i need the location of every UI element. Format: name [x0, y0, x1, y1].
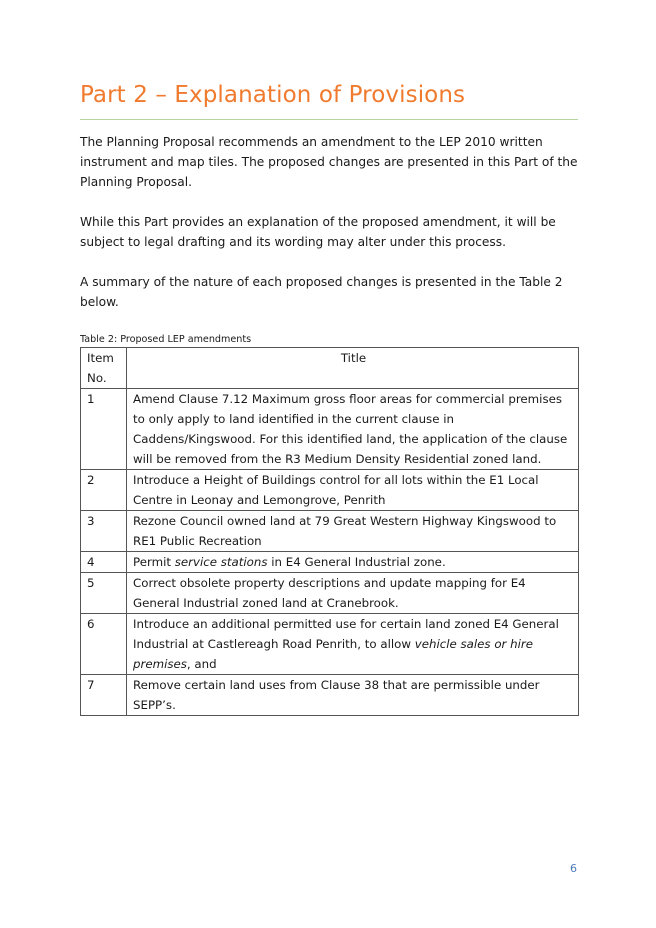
title-text: , and — [186, 657, 217, 671]
italic-term: service stations — [174, 555, 268, 569]
table-row — [81, 675, 579, 716]
table-row — [81, 552, 579, 573]
title-text: Permit — [133, 555, 175, 569]
title-cell — [127, 573, 579, 614]
title-text: Introduce an additional permitted use for certain land zoned E4 General Industrial at Castlereagh Road Penrith, to allow — [133, 617, 559, 651]
summary-paragraph: A summary of the nature of each proposed changes is presented in the Table 2 below. — [80, 275, 563, 309]
page-number: 6 — [570, 862, 577, 875]
table-row — [81, 389, 579, 470]
title-text: Rezone Council owned land at 79 Great Western Highway Kingswood to RE1 Public Recreation — [133, 514, 557, 548]
drafting-paragraph: While this Part provides an explanation of the proposed amendment, it will be subject to legal drafting and its wording may alter under this process. — [80, 215, 556, 249]
title-cell — [127, 470, 579, 511]
title-text: in E4 General Industrial zone. — [267, 555, 446, 569]
title-divider — [80, 119, 578, 120]
page-title: Part 2 – Explanation of Provisions — [80, 82, 466, 108]
title-text: Introduce a Height of Buildings control for all lots within the E1 Local Centre in Leonay and Lemongrove, Penrith — [133, 473, 539, 507]
item-number-cell: 4 — [81, 552, 127, 573]
title-cell — [127, 614, 579, 675]
title-cell — [127, 389, 579, 470]
item-number-cell: 1 — [81, 389, 127, 470]
item-number-cell: 5 — [81, 573, 127, 614]
table-header-row — [81, 348, 579, 389]
italic-term: vehicle sales or hire premises — [133, 637, 534, 671]
title-cell — [127, 675, 579, 716]
header-item-no: Item No. — [81, 348, 127, 389]
intro-paragraph: The Planning Proposal recommends an amendment to the LEP 2010 written instrument and map tiles. The proposed changes are presented in this Part of the Planning Proposal. — [80, 135, 578, 189]
title-cell — [127, 552, 579, 573]
table-row — [81, 470, 579, 511]
title-text: Remove certain land uses from Clause 38 that are permissible under SEPP’s. — [133, 678, 540, 712]
table-body — [81, 389, 579, 716]
item-number-cell: 7 — [81, 675, 127, 716]
item-number-cell: 6 — [81, 614, 127, 675]
title-text: Amend Clause 7.12 Maximum gross floor areas for commercial premises to only apply to land identified in the current clause in Caddens/Kingswood. For this identified land, the application of the clause will be removed from the R3 Medium Density Residential zoned land. — [133, 392, 568, 466]
title-cell — [127, 511, 579, 552]
item-number-cell: 2 — [81, 470, 127, 511]
item-number-cell: 3 — [81, 511, 127, 552]
header-title: Title — [127, 348, 579, 389]
title-text: Correct obsolete property descriptions and update mapping for E4 General Industrial zoned land at Cranebrook. — [133, 576, 526, 610]
amendments-table — [80, 347, 579, 716]
table-row — [81, 614, 579, 675]
table-caption: Table 2: Proposed LEP amendments — [80, 334, 252, 345]
table-row — [81, 573, 579, 614]
table-row — [81, 511, 579, 552]
